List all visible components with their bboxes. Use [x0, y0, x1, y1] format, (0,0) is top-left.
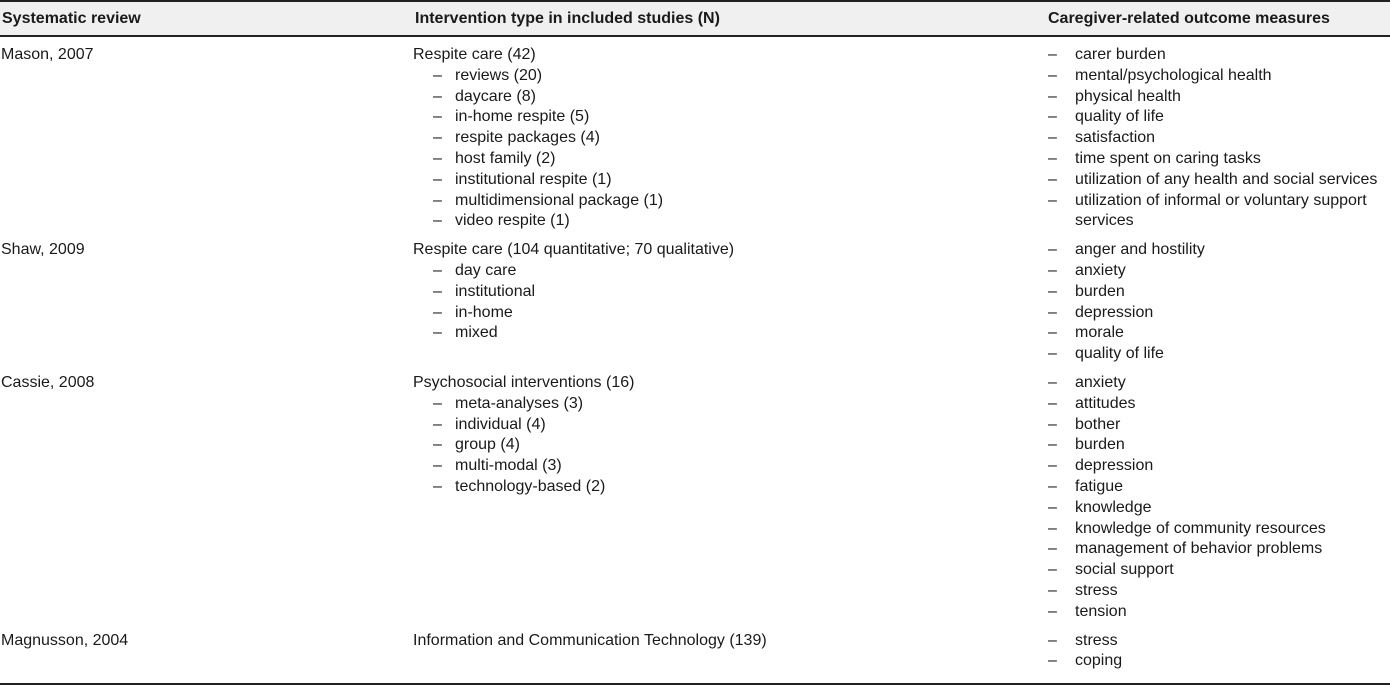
- dash-bullet-icon: –: [1048, 519, 1057, 537]
- dash-bullet-icon: –: [433, 415, 442, 433]
- review-cell: Shaw, 2009: [1, 241, 85, 259]
- intervention-sub-type: multidimensional package (1): [455, 191, 664, 209]
- outcome-item: [1048, 519, 1390, 540]
- intervention-sub-type: video respite (1): [455, 212, 570, 230]
- outcome-item: [1048, 261, 1390, 282]
- outcome-measure: bother: [1075, 415, 1121, 433]
- review-cell: Cassie, 2008: [1, 373, 95, 391]
- outcome-measure: quality of life: [1075, 108, 1164, 126]
- intervention-sub-item: [433, 107, 1042, 128]
- dash-bullet-icon: –: [433, 303, 442, 321]
- dash-bullet-icon: –: [433, 149, 442, 167]
- intervention-sub-item: [433, 435, 1042, 456]
- outcome-list: [1042, 45, 1390, 232]
- dash-bullet-icon: –: [1048, 345, 1057, 363]
- intervention-main-type: Respite care (104 quantitative; 70 qualitative): [413, 241, 735, 259]
- intervention-sub-type: multi-modal (3): [455, 457, 562, 475]
- outcome-measure: stress: [1075, 631, 1118, 649]
- dash-bullet-icon: –: [1048, 457, 1057, 475]
- outcome-measure: physical health: [1075, 87, 1181, 105]
- outcome-item: [1048, 170, 1390, 191]
- intervention-sub-list: [413, 261, 1042, 344]
- dash-bullet-icon: –: [1048, 477, 1057, 495]
- outcome-item: [1048, 282, 1390, 303]
- dash-bullet-icon: –: [433, 261, 442, 279]
- dash-bullet-icon: –: [433, 87, 442, 105]
- outcome-measure: depression: [1075, 303, 1154, 321]
- intervention-sub-type: technology-based (2): [455, 477, 606, 495]
- dash-bullet-icon: –: [1048, 129, 1057, 147]
- outcome-list: [1042, 373, 1390, 623]
- outcomes-cell: [1042, 232, 1390, 365]
- intervention-sub-item: [433, 456, 1042, 477]
- outcome-measure: morale: [1075, 324, 1124, 342]
- intervention-sub-type: reviews (20): [455, 66, 543, 84]
- dash-bullet-icon: –: [433, 324, 442, 342]
- dash-bullet-icon: –: [1048, 581, 1057, 599]
- outcome-item: [1048, 303, 1390, 324]
- outcome-measure: quality of life: [1075, 345, 1164, 363]
- header-outcome-measures: Caregiver-related outcome measures: [1042, 1, 1390, 36]
- outcome-measure: anger and hostility: [1075, 241, 1205, 259]
- dash-bullet-icon: –: [1048, 149, 1057, 167]
- intervention-sub-list: [413, 394, 1042, 498]
- outcome-item: [1048, 415, 1390, 436]
- review-cell: Mason, 2007: [1, 46, 94, 63]
- outcome-item: [1048, 149, 1390, 170]
- table-row: [0, 623, 1390, 685]
- outcome-item: [1048, 651, 1390, 672]
- intervention-sub-item: [433, 211, 1042, 232]
- outcomes-cell: [1042, 36, 1390, 232]
- intervention-cell: [413, 623, 1042, 685]
- outcome-item: [1048, 373, 1390, 394]
- outcome-item: [1048, 602, 1390, 623]
- outcome-item: [1048, 435, 1390, 456]
- outcome-item: [1048, 498, 1390, 519]
- intervention-sub-item: [433, 323, 1042, 344]
- dash-bullet-icon: –: [1048, 191, 1057, 209]
- outcome-measure: depression: [1075, 457, 1154, 475]
- outcome-item: [1048, 240, 1390, 261]
- intervention-cell: [413, 232, 1042, 365]
- table-header: [0, 1, 1390, 36]
- outcome-measure: burden: [1075, 282, 1125, 300]
- outcome-item: [1048, 128, 1390, 149]
- outcome-item: [1048, 45, 1390, 66]
- outcome-measure: burden: [1075, 436, 1125, 454]
- outcome-measure: attitudes: [1075, 394, 1136, 412]
- outcome-item: [1048, 87, 1390, 108]
- dash-bullet-icon: –: [1048, 373, 1057, 391]
- intervention-sub-type: institutional: [455, 282, 536, 300]
- outcome-item: [1048, 477, 1390, 498]
- dash-bullet-icon: –: [1048, 652, 1057, 670]
- intervention-sub-item: [433, 477, 1042, 498]
- outcome-list: [1042, 240, 1390, 365]
- intervention-sub-item: [433, 282, 1042, 303]
- intervention-sub-type: institutional respite (1): [455, 170, 612, 188]
- outcome-item: [1048, 344, 1390, 365]
- intervention-sub-type: host family (2): [455, 149, 556, 167]
- table-body: [0, 36, 1390, 684]
- outcome-measure: social support: [1075, 561, 1174, 579]
- outcome-item: [1048, 323, 1390, 344]
- intervention-sub-item: [433, 87, 1042, 108]
- dash-bullet-icon: –: [1048, 561, 1057, 579]
- outcome-item: [1048, 191, 1390, 233]
- outcome-item: [1048, 560, 1390, 581]
- outcomes-cell: [1042, 623, 1390, 685]
- intervention-sub-item: [433, 394, 1042, 415]
- outcome-measure: anxiety: [1075, 261, 1126, 279]
- dash-bullet-icon: –: [1048, 436, 1057, 454]
- intervention-sub-item: [433, 191, 1042, 212]
- dash-bullet-icon: –: [1048, 170, 1057, 188]
- dash-bullet-icon: –: [1048, 415, 1057, 433]
- outcome-measure: mental/psychological health: [1075, 66, 1272, 84]
- outcome-measure: time spent on caring tasks: [1075, 149, 1261, 167]
- outcome-measure: carer burden: [1075, 46, 1166, 63]
- outcome-measure: knowledge: [1075, 498, 1152, 516]
- outcome-measure: management of behavior problems: [1075, 540, 1323, 558]
- intervention-main-type: Respite care (42): [413, 46, 536, 63]
- dash-bullet-icon: –: [433, 436, 442, 454]
- intervention-sub-type: daycare (8): [455, 87, 536, 105]
- dash-bullet-icon: –: [1048, 282, 1057, 300]
- dash-bullet-icon: –: [433, 66, 442, 84]
- outcome-item: [1048, 581, 1390, 602]
- intervention-cell: [413, 36, 1042, 232]
- outcome-item: [1048, 631, 1390, 652]
- outcome-item: [1048, 394, 1390, 415]
- outcome-item: [1048, 456, 1390, 477]
- dash-bullet-icon: –: [1048, 602, 1057, 620]
- intervention-sub-type: meta-analyses (3): [455, 394, 584, 412]
- outcome-measure: coping: [1075, 652, 1123, 670]
- intervention-sub-item: [433, 170, 1042, 191]
- table-row: [0, 365, 1390, 623]
- intervention-sub-list: [413, 66, 1042, 232]
- intervention-sub-item: [433, 303, 1042, 324]
- dash-bullet-icon: –: [1048, 394, 1057, 412]
- outcome-measure: fatigue: [1075, 477, 1124, 495]
- dash-bullet-icon: –: [433, 457, 442, 475]
- intervention-sub-type: respite packages (4): [455, 129, 600, 147]
- outcome-item: [1048, 107, 1390, 128]
- table-row: [0, 36, 1390, 232]
- dash-bullet-icon: –: [433, 394, 442, 412]
- intervention-main-type: Information and Communication Technology (139): [413, 631, 767, 649]
- intervention-sub-type: group (4): [455, 436, 520, 454]
- dash-bullet-icon: –: [433, 477, 442, 495]
- dash-bullet-icon: –: [433, 108, 442, 126]
- intervention-sub-item: [433, 128, 1042, 149]
- intervention-main-type: Psychosocial interventions (16): [413, 373, 635, 391]
- dash-bullet-icon: –: [1048, 241, 1057, 259]
- intervention-sub-type: in-home: [455, 303, 513, 321]
- dash-bullet-icon: –: [1048, 66, 1057, 84]
- outcome-measure: satisfaction: [1075, 129, 1156, 147]
- intervention-sub-type: day care: [455, 261, 517, 279]
- dash-bullet-icon: –: [1048, 87, 1057, 105]
- intervention-sub-item: [433, 415, 1042, 436]
- dash-bullet-icon: –: [1048, 261, 1057, 279]
- outcome-measure: utilization of any health and social services: [1075, 170, 1378, 188]
- dash-bullet-icon: –: [1048, 324, 1057, 342]
- intervention-sub-type: individual (4): [455, 415, 546, 433]
- outcome-list: [1042, 631, 1390, 673]
- dash-bullet-icon: –: [1048, 498, 1057, 516]
- dash-bullet-icon: –: [1048, 631, 1057, 649]
- outcome-item: [1048, 539, 1390, 560]
- outcome-measure: utilization of informal or voluntary support services: [1075, 191, 1367, 230]
- intervention-cell: [413, 365, 1042, 623]
- intervention-sub-item: [433, 66, 1042, 87]
- header-intervention-type: Intervention type in included studies (N): [413, 1, 1042, 36]
- dash-bullet-icon: –: [1048, 108, 1057, 126]
- dash-bullet-icon: –: [433, 212, 442, 230]
- table-row: [0, 232, 1390, 365]
- intervention-sub-type: mixed: [455, 324, 498, 342]
- outcome-measure: anxiety: [1075, 373, 1126, 391]
- dash-bullet-icon: –: [1048, 303, 1057, 321]
- outcomes-cell: [1042, 365, 1390, 623]
- outcome-measure: knowledge of community resources: [1075, 519, 1326, 537]
- dash-bullet-icon: –: [433, 170, 442, 188]
- outcome-measure: tension: [1075, 602, 1127, 620]
- header-systematic-review: Systematic review: [0, 1, 413, 36]
- header-row: [0, 1, 1390, 36]
- dash-bullet-icon: –: [1048, 540, 1057, 558]
- review-cell: Magnusson, 2004: [0, 623, 413, 685]
- dash-bullet-icon: –: [433, 129, 442, 147]
- dash-bullet-icon: –: [433, 282, 442, 300]
- intervention-sub-type: in-home respite (5): [455, 108, 590, 126]
- intervention-sub-item: [433, 149, 1042, 170]
- intervention-sub-item: [433, 261, 1042, 282]
- dash-bullet-icon: –: [433, 191, 442, 209]
- outcome-measure: stress: [1075, 581, 1118, 599]
- outcome-item: [1048, 66, 1390, 87]
- dash-bullet-icon: –: [1048, 46, 1057, 63]
